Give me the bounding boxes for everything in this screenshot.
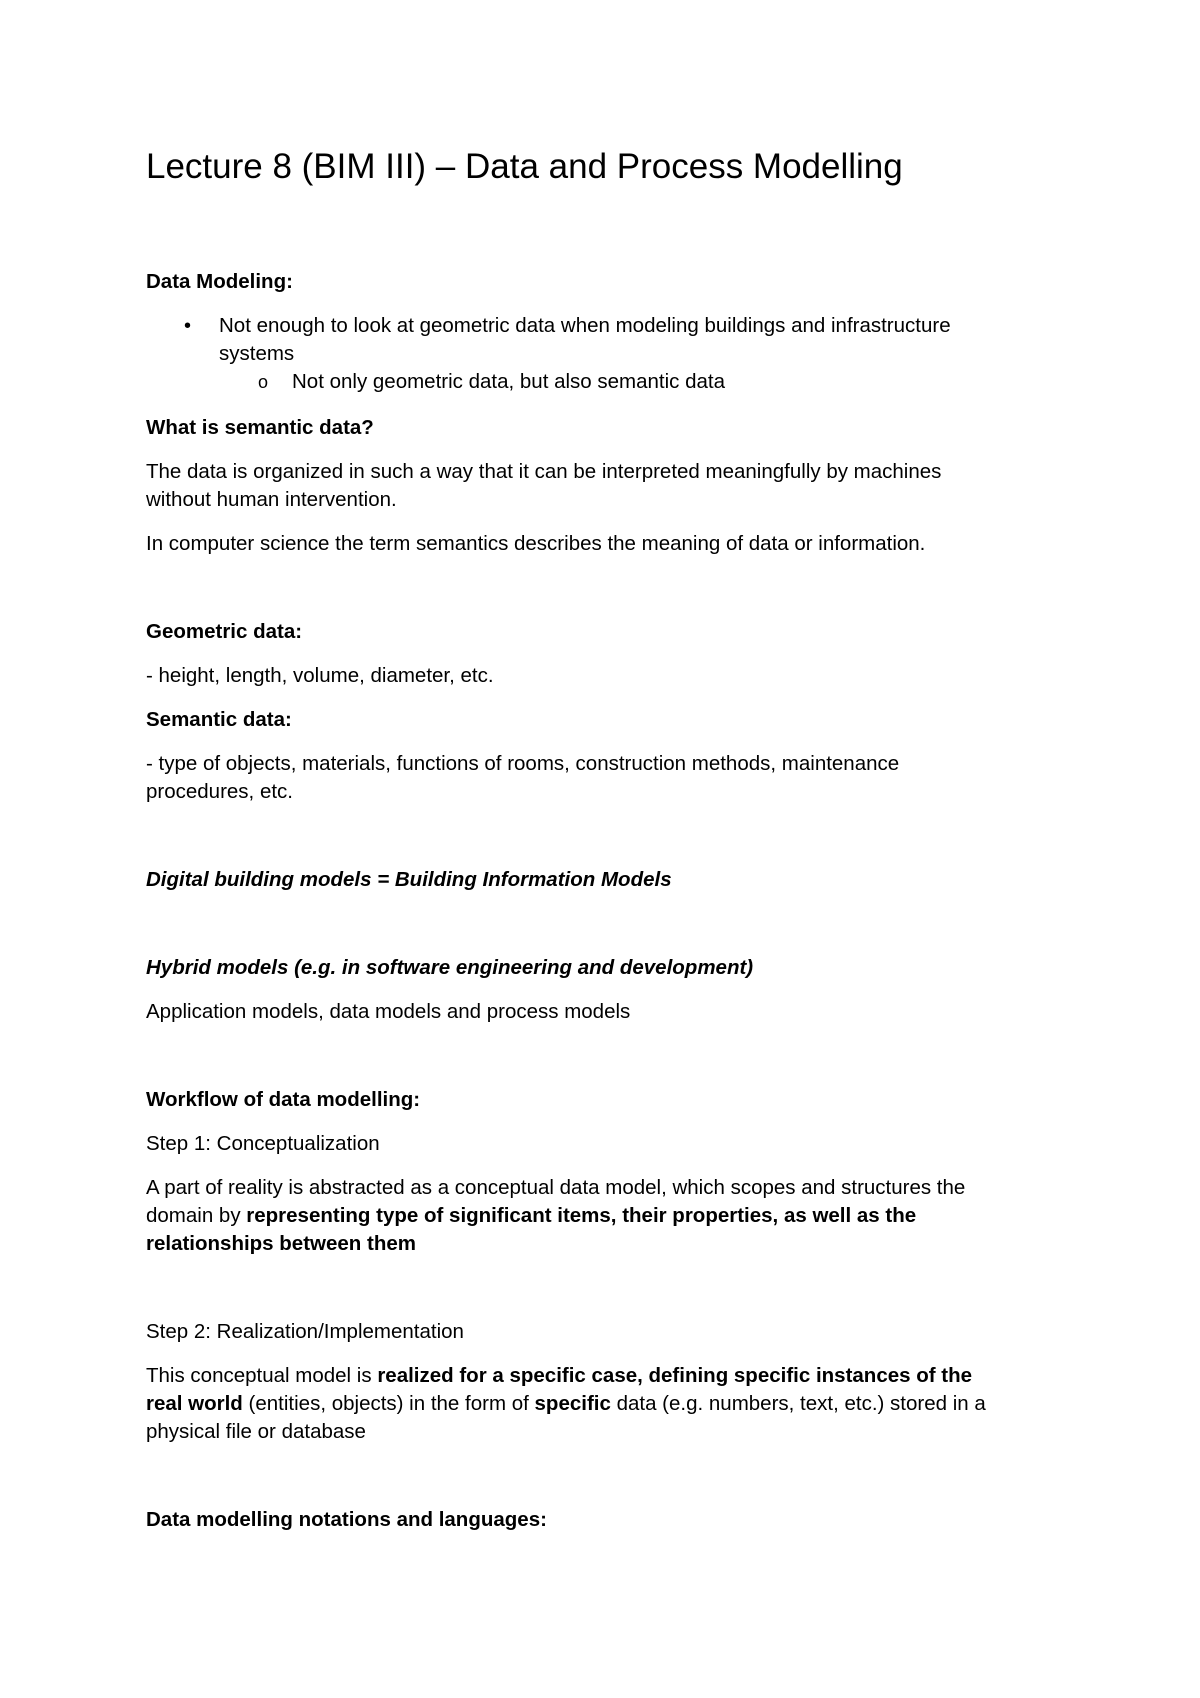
bullet-1-line-2: systems (219, 342, 295, 365)
semantic-heading: Semantic data: (146, 708, 292, 731)
step-1-line-2-plain: domain by (146, 1204, 247, 1227)
step-2-line-2-bold-a: real world (146, 1392, 243, 1415)
step-1-line-1: A part of reality is abstracted as a conceptual data model, which scopes and structures the (146, 1176, 966, 1199)
step-2-line-2-plain-b: data (e.g. numbers, text, etc.) stored in a (610, 1392, 986, 1415)
step-1-line-2-bold: representing type of significant items, their properties, as well as the (246, 1204, 917, 1227)
semantic-para-1-line-2: without human intervention. (146, 488, 397, 511)
hybrid-text: Application models, data models and process models (146, 1000, 631, 1023)
step-2-label: Step 2: Realization/Implementation (146, 1320, 464, 1343)
notations-heading: Data modelling notations and languages: (146, 1508, 547, 1531)
page-title: Lecture 8 (BIM III) – Data and Process Modelling (146, 147, 903, 186)
step-2-line-2-bold-b: specific (534, 1392, 611, 1415)
step-2-line-1 (146, 1362, 972, 1390)
workflow-heading: Workflow of data modelling: (146, 1088, 421, 1111)
geometric-text: - height, length, volume, diameter, etc. (146, 664, 494, 687)
bullet-1-line-1: Not enough to look at geometric data when modeling buildings and infrastructure (219, 314, 951, 337)
step-1-line-3: relationships between them (146, 1232, 416, 1255)
step-2-line-1-bold: realized for a specific case, defining specific instances of the (377, 1364, 973, 1387)
step-1-label: Step 1: Conceptualization (146, 1132, 380, 1155)
semantic-line-2: procedures, etc. (146, 780, 293, 803)
semantic-question-heading: What is semantic data? (146, 416, 374, 439)
step-1-line-2 (146, 1202, 916, 1230)
geometric-heading: Geometric data: (146, 620, 303, 643)
semantic-para-2: In computer science the term semantics describes the meaning of data or information. (146, 532, 926, 555)
step-2-line-3: physical file or database (146, 1420, 366, 1443)
step-2-line-1-plain: This conceptual model is (146, 1364, 378, 1387)
step-2-line-2-plain-a: (entities, objects) in the form of (242, 1392, 535, 1415)
semantic-para-1-line-1: The data is organized in such a way that it can be interpreted meaningfully by machines (146, 460, 942, 483)
data-modeling-heading: Data Modeling: (146, 270, 293, 293)
step-2-line-2 (146, 1390, 986, 1418)
hybrid-heading: Hybrid models (e.g. in software engineering and development) (146, 956, 754, 979)
sub-bullet-icon: o (258, 372, 269, 392)
sub-bullet-1: Not only geometric data, but also semantic data (292, 370, 726, 393)
bullet-icon: • (184, 315, 192, 337)
semantic-line-1: - type of objects, materials, functions of rooms, construction methods, maintenance (146, 752, 900, 775)
digital-models-heading: Digital building models = Building Information Models (146, 868, 672, 891)
